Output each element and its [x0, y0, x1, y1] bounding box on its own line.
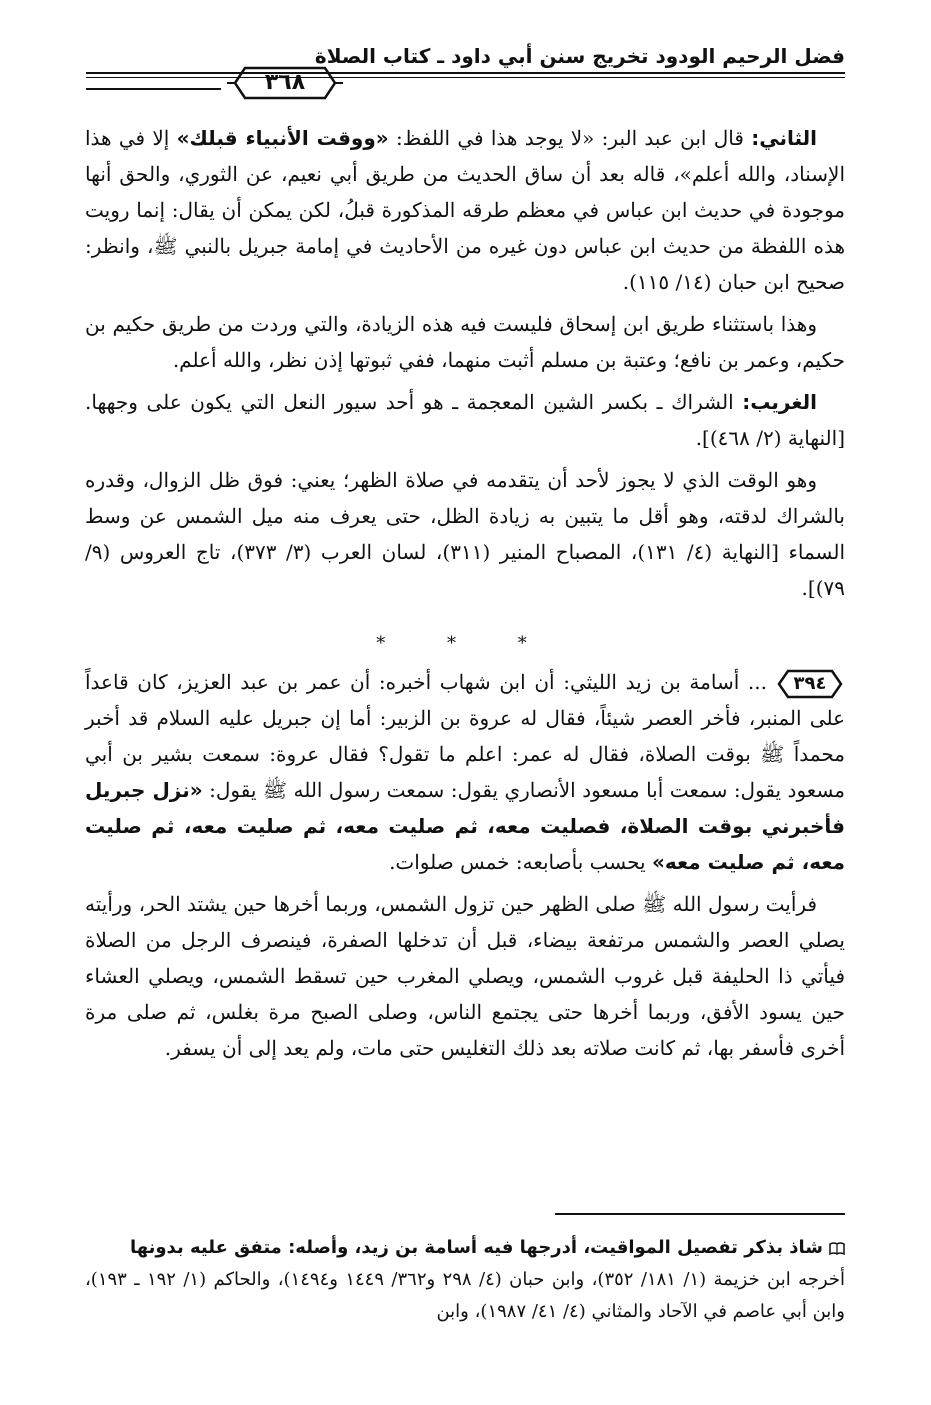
note-quoted-phrase: «ووقت الأنبياء قبلك»	[176, 126, 389, 150]
hadith-paragraph-2: فرأيت رسول الله ﷺ صلى الظهر حين تزول الشمس، وربما أخرها حين يشتد الحر، ورأيته يصلي العصر والشمس مرتفعة بيضاء، قبل أن تدخلها الصفرة، فينصرف الرجل من الصلاة فيأتي ذا الحليفة قبل غروب الشمس، ويصلي المغرب حين تسقط الشمس، ويصلي العشاء حين يسود الأفق، وربما أخرها حتى يجتمع الناس، وصلى الصبح مرة بغلس، ثم صلى مرة أخرى فأسفر بها، ثم كانت صلاته بعد ذلك التغليس حتى مات، ولم يعد إلى أن يسفر.	[85, 892, 845, 1060]
footnote-verdict: شاذ بذكر تفصيل المواقيت، أدرجها فيه أسامة بن زيد، وأصله: متفق عليه بدونها	[129, 1237, 823, 1258]
page-number-rule	[86, 88, 221, 90]
header-rule-top	[86, 72, 845, 74]
hadith-text-a: ... أسامة بن زيد الليثي: أن ابن شهاب أخبره: أن عمر بن عبد العزيز، كان قاعداً على المنبر، فأخر العصر شيئاً، فقال له عروة بن الزبير: أما إن جبريل عليه السلام قد أخبر محمداً ﷺ بوقت الصلاة، فقال له عمر: اعلم ما تقول؟ فقال عروة: سمعت بشير بن أبي مسعود يقول: سمعت أبا مسعود الأنصاري يقول: سمعت رسول الله ﷺ يقول:	[85, 670, 845, 802]
hadith-paragraph	[85, 664, 845, 880]
hadith-number-ornament	[775, 669, 845, 699]
hadith-number: ٣٩٤	[793, 672, 827, 694]
note-text-b: إلا في هذا الإسناد، والله أعلم»، قاله بعد أن ساق الحديث من طريق أبي نعيم، عن الثوري، والحق أنها موجودة في حديث ابن عباس في معظم طرقه المذكورة قبلُ، لكن يمكن أن يقال: إنما رويت هذه اللفظة من حديث ابن عباس دون غيره من الأحاديث في إمامة جبريل بالنبي ﷺ، وانظر: صحيح ابن حبان (١٤/ ١١٥).	[85, 126, 845, 294]
note-text-a: قال ابن عبد البر: «لا يوجد هذا في اللفظ:	[388, 126, 752, 150]
commentary-section	[85, 120, 845, 612]
page-number: ٣٦٨	[264, 70, 306, 95]
footnote-section	[85, 1232, 845, 1328]
header-rule-bottom	[86, 77, 845, 78]
book-icon	[829, 1241, 845, 1255]
note-label-second: الثاني:	[751, 126, 817, 150]
paragraph-exception: وهذا باستثناء طريق ابن إسحاق فليست فيه هذه الزيادة، والتي وردت من طريق حكيم بن حكيم، وعمر بن نافع؛ وعتبة بن مسلم أثبت منهما، ففي ثبوتها إذن نظر، والله أعلم.	[85, 312, 845, 372]
gharib-text: الشراك ـ بكسر الشين المعجمة ـ هو أحد سيور النعل التي يكون على وجهها. [النهاية (٢/ ٤٦٨)].	[85, 390, 845, 450]
section-separator: * * *	[376, 633, 555, 654]
paragraph-second-note	[85, 120, 845, 300]
footnote-text: أخرجه ابن خزيمة (١/ ١٨١/ ٣٥٢)، وابن حبان (٤/ ٢٩٨ و٣٦٢/ ١٤٤٩ و١٤٩٤)، والحاكم (١/ ١٩٢ ـ ١٩٣)، وابن أبي عاصم في الآحاد والمثاني (٤/ ٤١/ ١٩٨٧)، وابن	[85, 1269, 845, 1322]
paragraph-gharib	[85, 384, 845, 456]
hadith-quote: «نزل جبريل فأخبرني بوقت الصلاة، فصليت معه، ثم صليت معه، ثم صليت معه، ثم صليت معه، ثم صليت معه»	[85, 778, 845, 874]
running-header: فضل الرحيم الودود تخريج سنن أبي داود ـ كتاب الصلاة	[314, 44, 845, 68]
hadith-section	[85, 664, 845, 1072]
footnote-rule	[555, 1213, 845, 1215]
gharib-label: الغريب:	[742, 390, 817, 414]
paragraph-explanation: وهو الوقت الذي لا يجوز لأحد أن يتقدمه في صلاة الظهر؛ يعني: فوق ظل الزوال، وقدره بالشراك لدقته، وهو أقل ما يتبين به زيادة الظل، حتى يعرف منه ميل الشمس عن وسط السماء [النهاية (٤/ ١٣١)، المصباح المنير (٣١١)، لسان العرب (٣/ ٣٧٣)، تاج العروس (٩/ ٧٩)].	[85, 468, 846, 600]
footnote-verdict-line	[85, 1232, 845, 1264]
page-number-ornament	[225, 65, 345, 101]
hadith-text-b: يحسب بأصابعه: خمس صلوات.	[389, 850, 652, 874]
